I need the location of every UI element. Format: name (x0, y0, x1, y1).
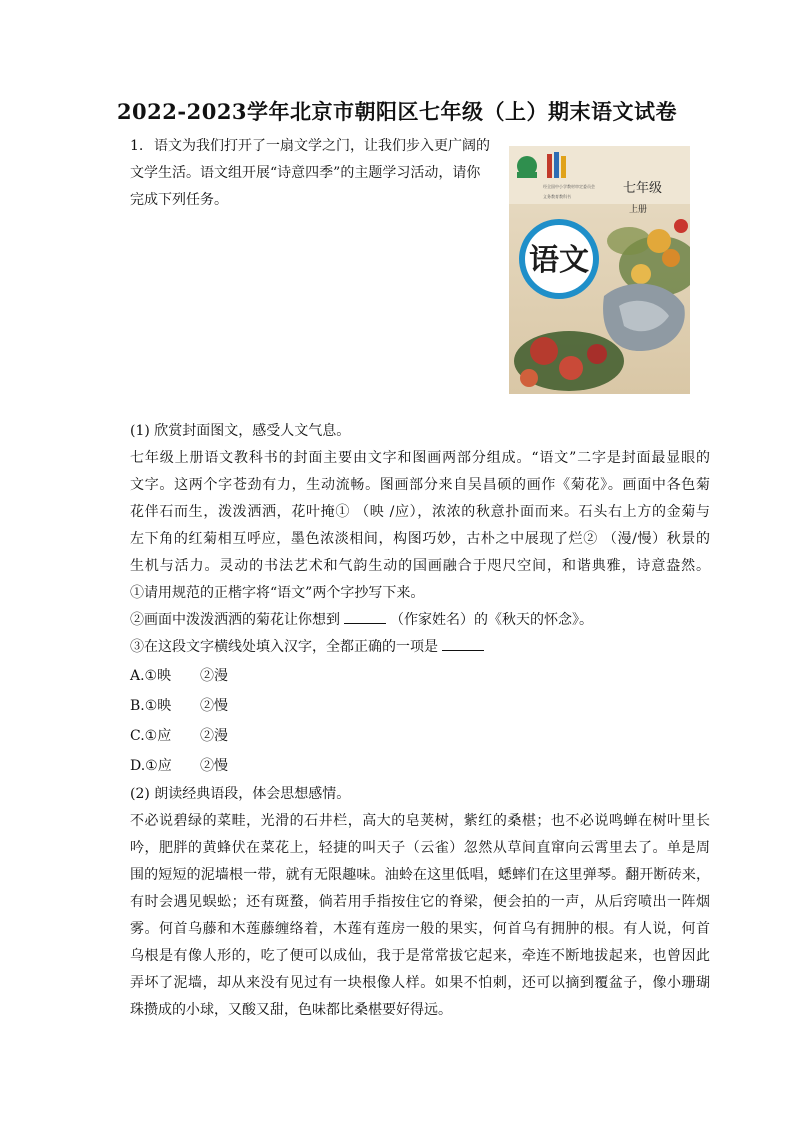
task-1: ①请用规范的正楷字将“语文”两个字抄写下来。 (130, 585, 425, 601)
passage-line: 吟，肥胖的黄蜂伏在菜花上，轻捷的叫天子（云雀）忽然从草间直窜向云霄里去了。单是周 (130, 840, 710, 856)
task-2: ②画面中泼泼洒洒的菊花让你想到 （作家姓名）的《秋天的怀念》。 (130, 607, 710, 634)
part-2-heading: (2) 朗读经典语段，体会思想感情。 (130, 786, 351, 802)
answer-blank[interactable] (442, 636, 484, 651)
cover-volume: 上册 (629, 205, 648, 215)
intro-line-1: 1. 语文为我们打开了一扇文学之门，让我们步入更广阔的 (130, 133, 500, 160)
exam-title: 2022-2023学年北京市朝阳区七年级（上）期末语文试卷 (116, 99, 678, 124)
passage-line: 有时会遇见蜈蚣；还有斑蝥，倘若用手指按住它的脊梁，便会拍的一声，从后窍喷出一阵烟 (130, 894, 710, 910)
task-3: ③在这段文字横线处填入汉字，全都正确的一项是 (130, 634, 710, 661)
option-a[interactable]: A.①映 ②漫 (130, 668, 228, 684)
passage-line: 左下角的红菊相互呼应，墨色浓淡相间，构图巧妙，古朴之中展现了烂② （漫/慢）秋景的 (130, 531, 710, 547)
textbook-cover-image (509, 146, 690, 394)
option-b[interactable]: B.①映 ②慢 (130, 698, 228, 714)
intro-line-2: 文学生活。语文组开展“诗意四季”的主题学习活动，请你 (130, 165, 481, 181)
passage-line: 花伴石而生，泼泼洒洒，花叶掩① （映 /应），浓浓的秋意扑面而来。石头右上方的金菊与 (130, 504, 710, 520)
passage-line: 七年级上册语文教科书的封面主要由文字和图画两部分组成。“语文”二字是封面最显眼的 (130, 450, 710, 466)
svg-text:义务教育教科书: 义务教育教科书 (543, 194, 571, 199)
question-body (130, 418, 710, 1024)
cover-subject: 语文 (529, 243, 589, 278)
question-number: 1. (130, 138, 144, 154)
option-d[interactable]: D.①应 ②慢 (130, 758, 228, 774)
passage-line: 珠攒成的小球，又酸又甜，色味都比桑椹要好得远。 (130, 1002, 452, 1018)
cover-grade: 七年级 (623, 181, 663, 196)
answer-blank[interactable] (344, 609, 386, 624)
passage-line: 文字。这两个字苍劲有力，生动流畅。图画部分来自吴昌硕的画作《菊花》。画面中各色菊 (130, 477, 710, 493)
question-1-intro (130, 133, 500, 214)
intro-line-3: 完成下列任务。 (130, 192, 228, 208)
passage-line: 乌根是有像人形的，吃了便可以成仙，我于是常常拔它起来，牵连不断地拔起来，也曾因此 (130, 948, 710, 964)
passage-line: 生机与活力。灵动的书法艺术和气韵生动的国画融合于咫尺空间，和谐典雅，诗意盎然。 (130, 558, 710, 574)
passage-line: 围的短短的泥墙根一带，就有无限趣味。油蛉在这里低唱，蟋蟀们在这里弹琴。翻开断砖来， (130, 867, 710, 883)
option-c[interactable]: C.①应 ②漫 (130, 728, 228, 744)
passage-line: 雾。何首乌藤和木莲藤缠络着，木莲有莲房一般的果实，何首乌有拥肿的根。有人说，何首 (130, 921, 710, 937)
passage-line: 不必说碧绿的菜畦，光滑的石井栏，高大的皂荚树，紫红的桑椹；也不必说鸣蝉在树叶里长 (130, 813, 710, 829)
passage-line: 弄坏了泥墙，却从来没有见过有一块根像人样。如果不怕刺，还可以摘到覆盆子，像小珊瑚 (130, 975, 710, 991)
svg-text:经全国中小学教材审定委员会: 经全国中小学教材审定委员会 (543, 184, 595, 189)
part-1-heading: (1) 欣赏封面图文，感受人文气息。 (130, 423, 351, 439)
